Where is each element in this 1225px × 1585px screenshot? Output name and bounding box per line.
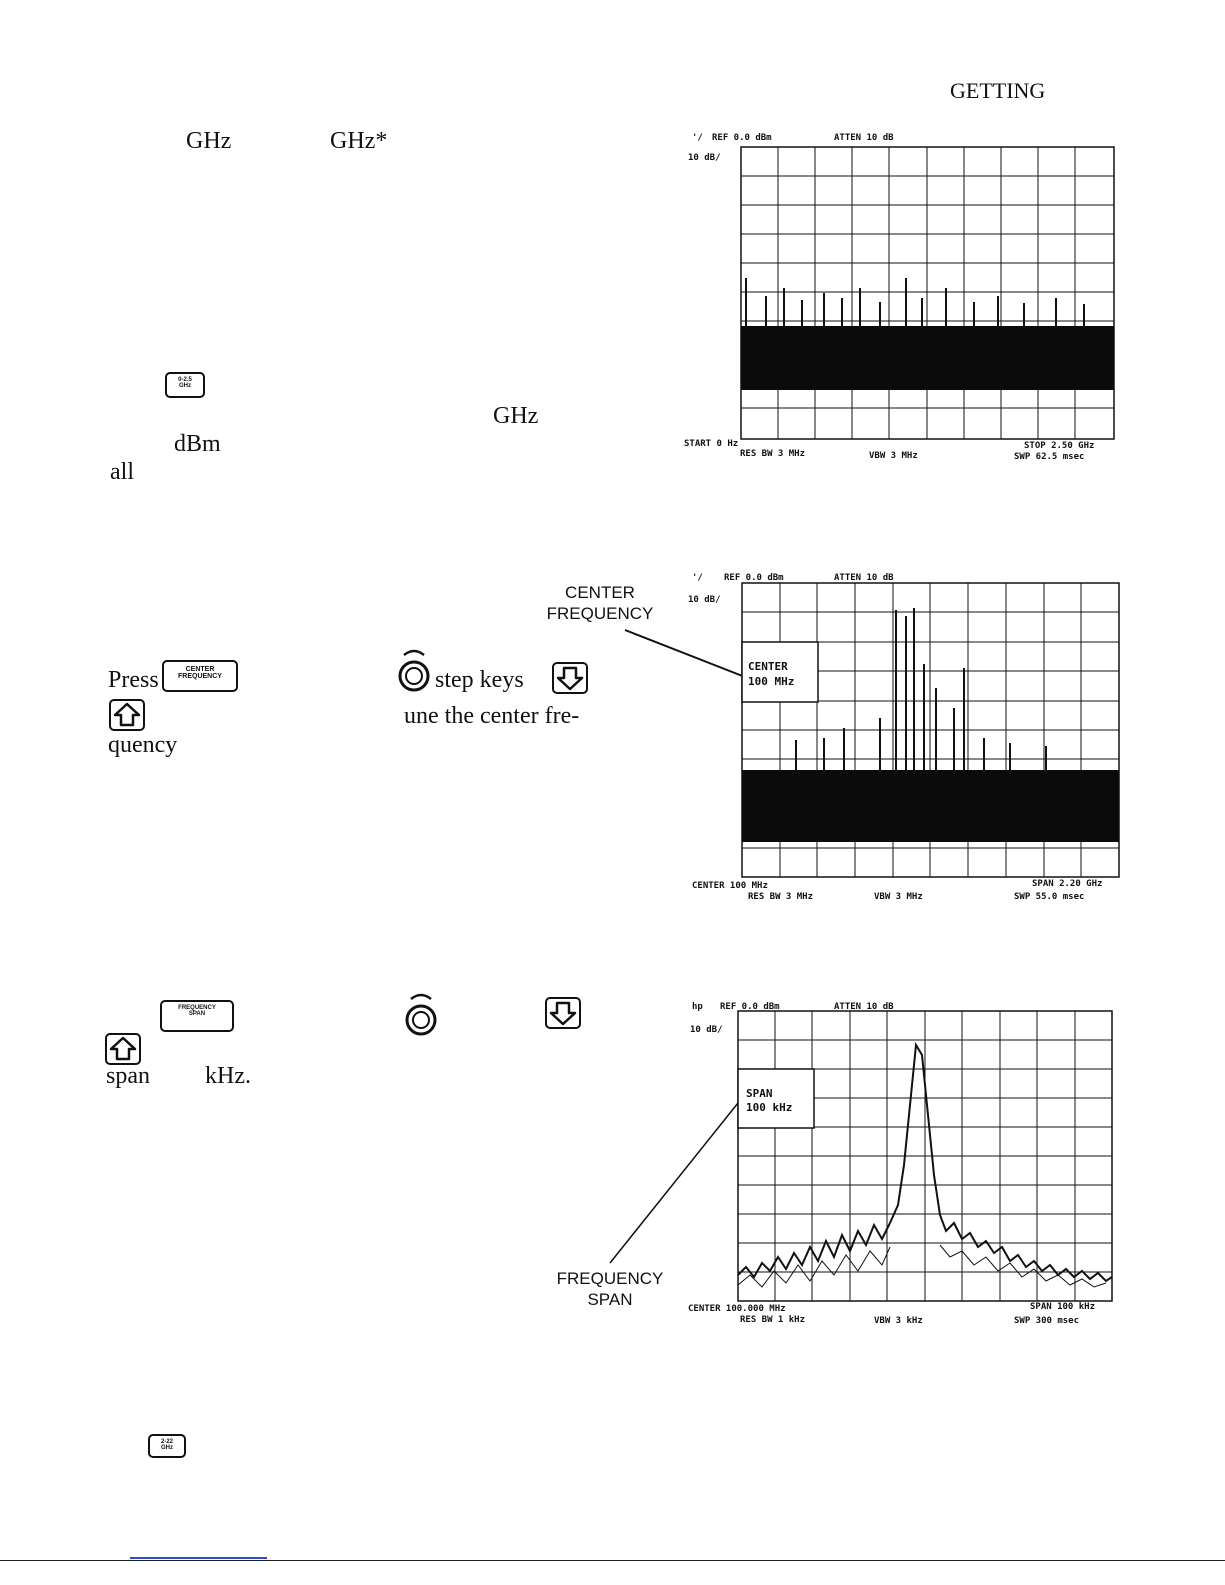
ref-level: REF 0.0 dBm (724, 573, 784, 583)
center-frequency: CENTER 100 MHz (692, 881, 768, 891)
key-line-1: CENTER (185, 666, 215, 673)
noise-floor (742, 770, 1119, 842)
key-line-1: 2-22 (160, 1439, 173, 1445)
frequency-span: SPAN 2.20 GHz (1032, 879, 1103, 889)
hp-mark: hp (692, 1002, 703, 1012)
graticule (741, 147, 1114, 439)
key-line-2: FREQUENCY (178, 673, 222, 681)
callout-frequency-span (545, 1268, 675, 1311)
knob-icon[interactable] (396, 646, 432, 697)
analyzer-screen-3 (684, 995, 1124, 1335)
hp-mark: '/ (692, 573, 703, 583)
text-step-keys: step keys (435, 667, 524, 693)
text-ghz-1: GHz (186, 128, 232, 154)
attenuation: ATTEN 10 dB (834, 133, 894, 143)
video-bw: VBW 3 kHz (874, 1316, 923, 1326)
knob-icon-2[interactable] (403, 990, 439, 1041)
step-up-key-2[interactable] (105, 1033, 141, 1065)
key-line-1: 0-2.5 (178, 377, 192, 383)
attenuation: ATTEN 10 dB (834, 1002, 894, 1012)
sweep-time: SWP 55.0 msec (1014, 892, 1085, 902)
text-tune-center: une the center fre- (404, 703, 580, 729)
analyzer-screen-1 (684, 128, 1124, 468)
key-line-2: GHz (179, 383, 191, 390)
span-box-label: SPAN (746, 1087, 773, 1100)
text-press: Press (108, 667, 159, 693)
page-link-underline[interactable] (130, 1557, 267, 1559)
key-2-22-ghz[interactable] (148, 1434, 186, 1458)
scale: 10 dB/ (688, 595, 721, 605)
page-bottom-rule (0, 1560, 1225, 1561)
callout-line-2: FREQUENCY (546, 604, 654, 624)
key-line-1: FREQUENCY (178, 1005, 216, 1011)
step-up-key[interactable] (109, 699, 145, 731)
arrow-up-icon (111, 701, 143, 729)
callout-center-frequency (535, 582, 665, 625)
step-down-key[interactable] (552, 662, 588, 694)
key-0-2.5-ghz[interactable] (165, 372, 205, 398)
scale: 10 dB/ (688, 153, 721, 163)
noise-floor (741, 326, 1114, 390)
sweep-time: SWP 300 msec (1014, 1316, 1080, 1326)
key-line-2: SPAN (188, 1011, 206, 1018)
spectral-spikes (796, 608, 1046, 773)
callout-line-2: SPAN (587, 1290, 633, 1310)
frequency-span: SPAN 100 kHz (1030, 1302, 1096, 1312)
text-span: span (106, 1063, 150, 1089)
video-bw: VBW 3 MHz (869, 451, 918, 461)
attenuation: ATTEN 10 dB (834, 573, 894, 583)
center-frequency: CENTER 100.000 MHz (688, 1304, 786, 1314)
video-bw: VBW 3 MHz (874, 892, 923, 902)
graticule (738, 1011, 1112, 1301)
center-box-value: 100 MHz (748, 675, 795, 688)
res-bw: RES BW 3 MHz (740, 449, 806, 459)
text-all: all (110, 459, 134, 485)
page-header-getting: GETTING (950, 78, 1046, 103)
res-bw: RES BW 3 MHz (748, 892, 814, 902)
arrow-down-icon (554, 664, 586, 692)
text-quency: quency (108, 732, 178, 758)
frequency-span-key[interactable] (160, 1000, 234, 1032)
callout-line-1: FREQUENCY (556, 1269, 664, 1288)
sweep-time: SWP 62.5 msec (1014, 452, 1085, 462)
step-down-key-2[interactable] (545, 997, 581, 1029)
center-frequency-key[interactable] (162, 660, 238, 692)
scale: 10 dB/ (690, 1025, 723, 1035)
analyzer-screen-2 (684, 568, 1124, 908)
text-khz: kHz. (205, 1063, 251, 1089)
callout-line-1: CENTER (565, 583, 635, 602)
text-ghz-3: GHz (493, 403, 539, 429)
start-frequency: START 0 Hz (684, 439, 739, 449)
text-dbm: dBm (174, 431, 221, 457)
arrow-up-icon (107, 1035, 139, 1063)
text-ghz-2: GHz* (330, 128, 388, 154)
key-line-2: GHz (161, 1445, 173, 1452)
arrow-down-icon (547, 999, 579, 1027)
hp-mark: '/ (692, 133, 703, 143)
center-box-label: CENTER (748, 660, 788, 673)
stop-frequency: STOP 2.50 GHz (1024, 441, 1095, 451)
span-box-value: 100 kHz (746, 1101, 793, 1114)
ref-level: REF 0.0 dBm (720, 1002, 780, 1012)
ref-level: REF 0.0 dBm (712, 133, 772, 143)
res-bw: RES BW 1 kHz (740, 1315, 806, 1325)
